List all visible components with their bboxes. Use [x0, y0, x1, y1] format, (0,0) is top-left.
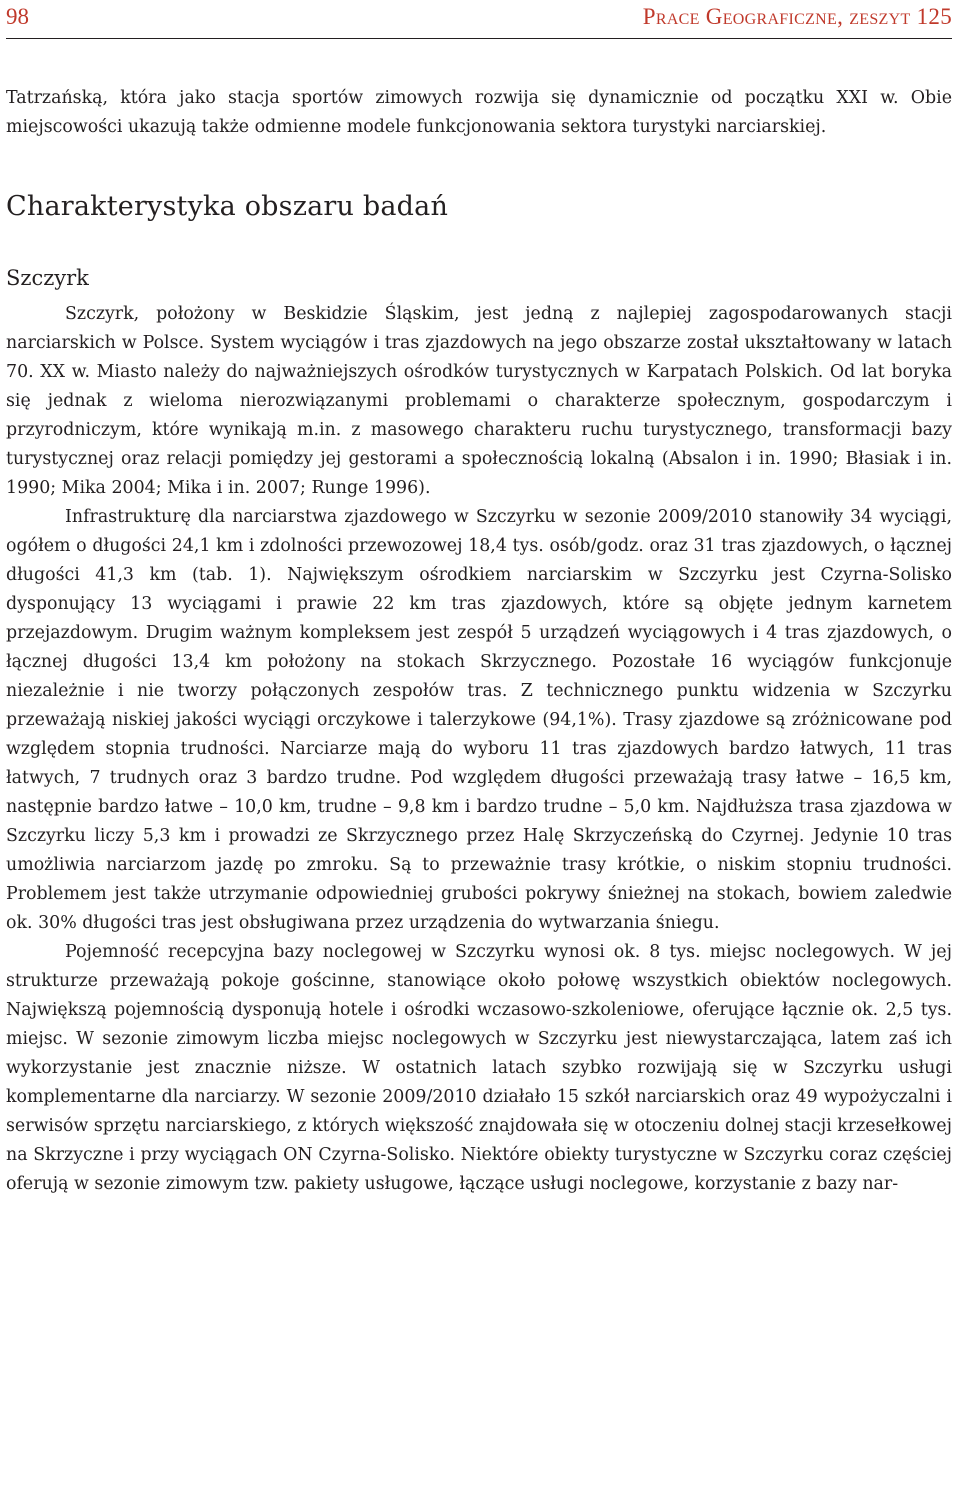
subsection-heading: Szczyrk: [6, 266, 89, 290]
section-heading: Charakterystyka obszaru badań: [6, 191, 449, 222]
paragraph-szczyrk-intro: Szczyrk, położony w Beskidzie Śląskim, jest jedną z najlepiej zagospodarowanych stacji narciarskich w Polsce. System wyciągów i tras zjazdowych na jego obszarze został ukształtowany w latach 70. XX w. Miasto należy do najważniejszych ośrodków turystycznych w Karpatach Polskich. Od lat boryka się jednak z wieloma nierozwiązanymi problemami o charakterze społecznym, gospodarczym i przyrodniczym, które wynikają m.in. z masowego charakteru ruchu turystycznego, transformacji bazy turystycznej oraz relacji pomiędzy jej gestorami a społecznością lokalną (Absalon i in. 1990; Błasiak i in. 1990; Mika 2004; Mika i in. 2007; Runge 1996).: [6, 304, 952, 498]
journal-title: Prace Geograficzne, zeszyt 125: [642, 4, 952, 29]
paragraph-ski-infrastructure: Infrastrukturę dla narciarstwa zjazdowego w Szczyrku w sezonie 2009/2010 stanowiły 34 wyciągi, ogółem o długości 24,1 km i zdolności przewozowej 18,4 tys. osób/godz. oraz 31 tras zjazdowych, o łącznej długości 41,3 km (tab. 1). Największym ośrodkiem narciarskim w Szczyrku jest Czyrna-Solisko dysponujący 13 wyciągami i prawie 22 km tras zjazdowych, które są objęte jednym karnetem przejazdowym. Drugim ważnym kompleksem jest zespół 5 urządzeń wyciągowych i 4 tras zjazdowych, o łącznej długości 13,4 km położony na stokach Skrzycznego. Pozostałe 16 wyciągów funkcjonuje niezależnie i nie tworzy połączonych zespołów tras. Z technicznego punktu widzenia w Szczyrku przeważają niskiej jakości wyciągi orczykowe i talerzykowe (94,1%). Trasy zjazdowe są zróżnicowane pod względem stopnia trudności. Narciarze mają do wyboru 11 tras zjazdowych bardzo łatwych, 11 tras łatwych, 7 trudnych oraz 3 bardzo trudne. Pod względem długości przeważają trasy łatwe – 16,5 km, następnie bardzo łatwe – 10,0 km, trudne – 9,8 km i bardzo trudne – 5,0 km. Najdłuższa trasa zjazdowa w Szczyrku liczy 5,3 km i prowadzi ze Skrzycznego przez Halę Skrzyczeńską do Czyrnej. Jedynie 10 tras umożliwia narciarzom jazdę po zmroku. Są to przeważnie trasy krótkie, o niskim stopniu trudności. Problemem jest także utrzymanie odpowiedniej grubości pokrywy śnieżnej na stokach, bowiem zaledwie ok. 30% długości tras jest obsługiwana przez urządzenia do wytwarzania śniegu.: [6, 507, 952, 933]
running-header: [6, 0, 952, 39]
document-page: [6, 0, 952, 1199]
paragraph-continuation: Tatrzańską, która jako stacja sportów zimowych rozwija się dynamicznie od początku XXI w. Obie miejscowości ukazują także odmienne modele funkcjonowania sektora turystyki narciarskiej.: [6, 88, 952, 137]
page-number: 98: [6, 4, 29, 29]
paragraph-accommodation: Pojemność recepcyjna bazy noclegowej w Szczyrku wynosi ok. 8 tys. miejsc noclegowych. W jej strukturze przeważają pokoje gościnne, stanowiące około połowę wszystkich obiektów noclegowych. Największą pojemnością dysponują hotele i ośrodki wczasowo-szkoleniowe, oferujące łącznie ok. 2,5 tys. miejsc. W sezonie zimowym liczba miejsc noclegowych w Szczyrku jest niewystarczająca, latem zaś ich wykorzystanie jest znacznie niższe. W ostatnich latach szybko rozwijają się w Szczyrku usługi komplementarne dla narciarzy. W sezonie 2009/2010 działało 15 szkół narciarskich oraz 49 wypożyczalni i serwisów sprzętu narciarskiego, z których większość znajdowała się w otoczeniu dolnej stacji krzesełkowej na Skrzyczne i przy wyciągach ON Czyrna-Solisko. Niektóre obiekty turystyczne w Szczyrku coraz częściej oferują w sezonie zimowym tzw. pakiety usługowe, łączące usługi noclegowe, korzystanie z bazy nar-: [6, 942, 952, 1194]
